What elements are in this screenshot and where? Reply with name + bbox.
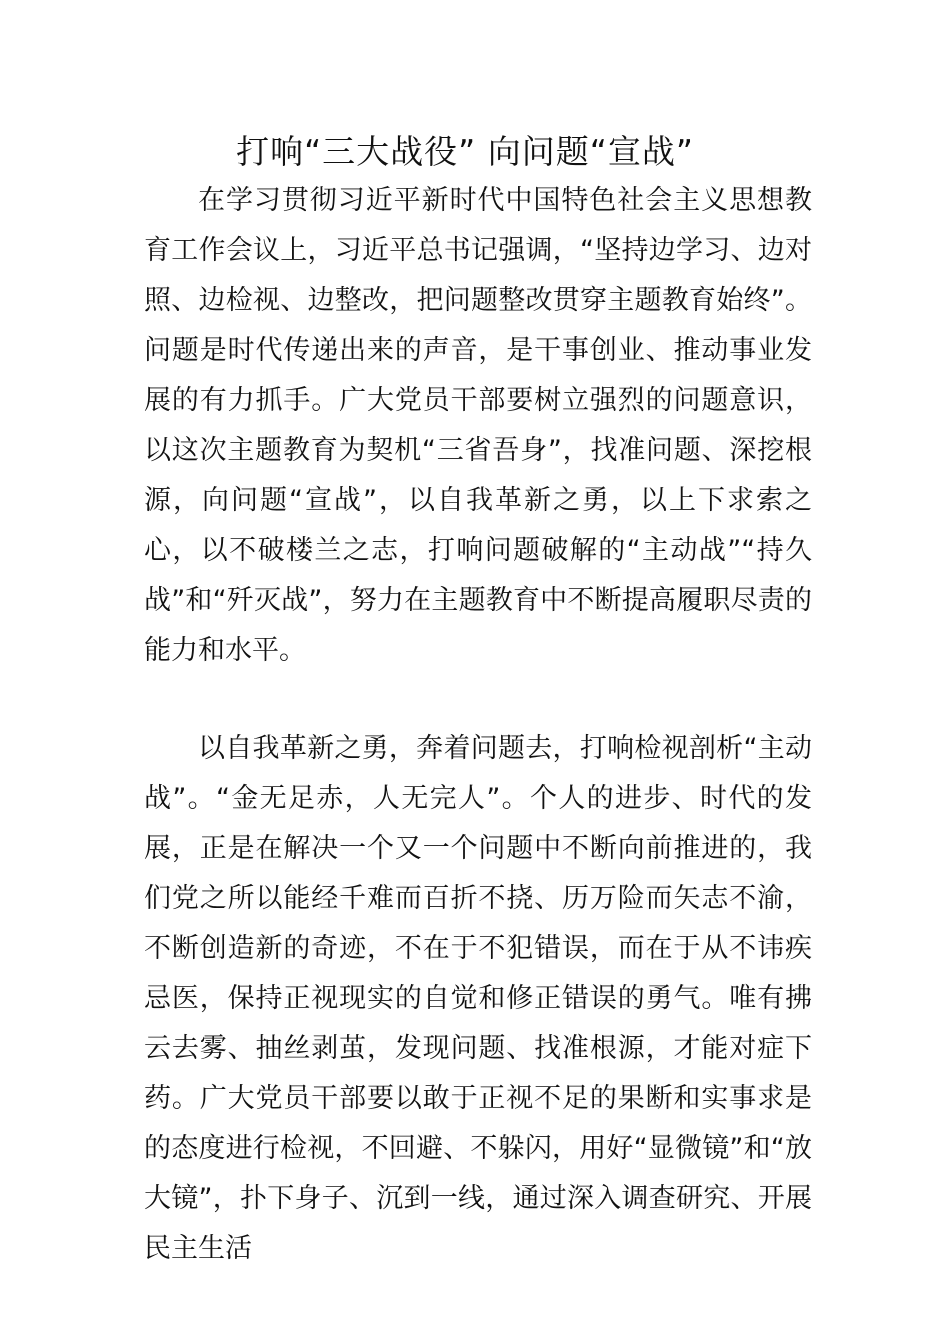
document-title: 打响“三大战役” 向问题“宣战” bbox=[236, 132, 694, 171]
paragraph-intro: 在学习贯彻习近平新时代中国特色社会主义思想教育工作会议上，习近平总书记强调，“坚持边学习、边对照、边检视、边整改，把问题整改贯穿主题教育始终”。问题是时代传递出来的声音，是干事创业、推动事业发展的有力抓手。广大党员干部要树立强烈的问题意识，以这次主题教育为契机“三省吾身”，找准问题、深挖根源，向问题“宣战”，以自我革新之勇，以上下求索之心，以不破楼兰之志，打响问题破解的“主动战”“持久战”和“歼灭战”，努力在主题教育中不断提高履职尽责的能力和水平。 bbox=[144, 185, 812, 666]
paragraph-active-battle: 以自我革新之勇，奔着问题去，打响检视剖析“主动战”。“金无足赤，人无完人”。个人的进步、时代的发展，正是在解决一个又一个问题中不断向前推进的，我们党之所以能经千难而百折不挠、历万险而矢志不渝，不断创造新的奇迹，不在于不犯错误，而在于从不讳疾忌医，保持正视现实的自觉和修正错误的勇气。唯有拂云去雾、抽丝剥茧，发现问题、找准根源，才能对症下药。广大党员干部要以敢于正视不足的果断和实事求是的态度进行检视，不回避、不躲闪，用好“显微镜”和“放大镜”，扑下身子、沉到一线，通过深入调查研究、开展民主生活 bbox=[144, 733, 812, 1264]
